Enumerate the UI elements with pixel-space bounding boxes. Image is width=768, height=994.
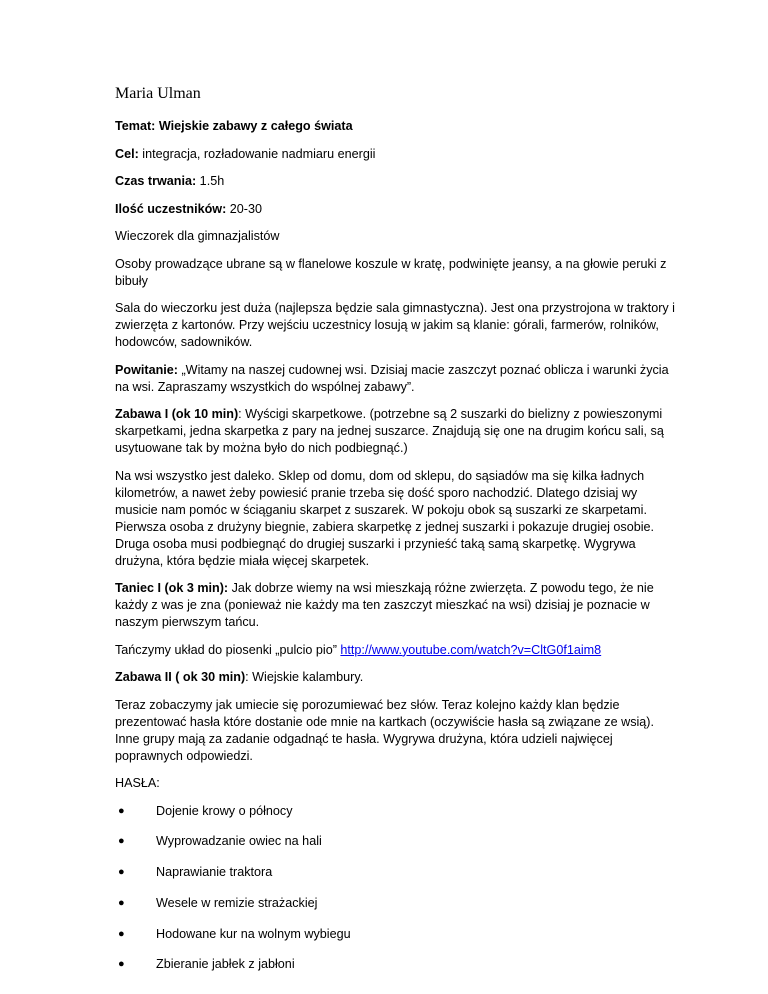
goal-label: Cel: [115, 146, 139, 161]
author-name: Maria Ulman [115, 85, 201, 102]
goal-value: integracja, rozładowanie nadmiaru energii [138, 146, 376, 161]
bullet-icon: ● [118, 896, 125, 909]
duration-value: 1.5h [196, 174, 225, 188]
welcome-paragraph [115, 362, 675, 396]
list-item-text: Naprawianie traktora [156, 865, 273, 880]
list-item [115, 895, 675, 912]
passwords-heading: HASŁA: [115, 776, 160, 790]
youtube-link[interactable]: http://www.youtube.com/watch?v=CltG0f1aim8 [340, 642, 602, 657]
goal-line [115, 146, 675, 163]
document-body [115, 84, 675, 987]
participants-label: Ilość uczestników: [115, 201, 227, 216]
hall-paragraph: Sala do wieczorku jest duża (najlepsza będzie sala gimnastyczna). Jest ona przystrojona w traktory i zwierzęta z kartonów. Przy wejściu uczestnicy losują w jakim są klanie: górali, farmerów, rolników, hodowców, sadowników. [115, 301, 675, 349]
list-item [115, 956, 675, 973]
village-paragraph: Na wsi wszystko jest daleko. Sklep od domu, dom od sklepu, do sąsiadów ma się kilka ładnych kilometrów, a nawet żeby powiesić pranie trzeba się dość sporo nachodzić. Dlatego dzisiaj wy musicie nam pomóc w ściąganiu skarpet z suszarek. W pokoju obok są suszarki ze skarpetami. Pierwsza osoba z drużyny biegnie, zabiera skarpetkę z jednej suszarki i pokazuje drugiej osobie. Druga osoba musi podbiegnąć do drugiej suszarki i przynieść taką samą skarpetkę. Wygrywa drużyna, która będzie miała więcej skarpetek. [115, 468, 655, 568]
list-item-text: Zbieranie jabłek z jabłoni [156, 957, 295, 972]
list-item [115, 926, 675, 943]
dance1-label: Taniec I (ok 3 min): [115, 581, 229, 595]
dance-song-paragraph [115, 642, 675, 659]
game2-label: Zabawa II ( ok 30 min) [115, 670, 246, 684]
dance1-text: Jak dobrze wiemy na wsi mieszkają różne zwierzęta. Z powodu tego, że nie każdy z was je zna (ponieważ nie każdy ma ten zaszczyt mieszkać na wsi) dzisiaj je poznacie w naszym pierwszym tańcu. [115, 581, 654, 629]
list-item-text: Wyprowadzanie owiec na hali [156, 834, 322, 849]
dance-song-text: Tańczymy układ do piosenki „pulcio pio” [115, 642, 341, 657]
bullet-icon: ● [118, 958, 125, 971]
passwords-list [115, 803, 675, 974]
welcome-text: „Witamy na naszej cudownej wsi. Dzisiaj macie zaszczyt poznać oblicza i warunki życia na wsi. Zapraszamy wszystkich do wspólnej zabawy”. [115, 362, 669, 394]
game1-paragraph [115, 406, 675, 457]
bullet-icon: ● [118, 927, 125, 940]
list-item-text: Hodowane kur na wolnym wybiegu [156, 926, 351, 941]
welcome-label: Powitanie: [115, 362, 178, 377]
game1-text: : Wyścigi skarpetkowe. (potrzebne są 2 suszarki do bielizny z powieszonymi skarpetkami, jedna skarpetka z pary na jednej suszarce. Znajdują się one na drugim końcu sali, są usytuowane tak by można było do nich podbiegnąć.) [115, 407, 664, 455]
game1-label: Zabawa I (ok 10 min) [115, 407, 239, 421]
list-item [115, 864, 675, 881]
hosts-paragraph: Osoby prowadzące ubrane są w flanelowe koszule w kratę, podwinięte jeansy, a na głowie peruki z bibuły [115, 256, 667, 288]
duration-line [115, 173, 675, 190]
list-item [115, 833, 675, 850]
charades-paragraph: Teraz zobaczymy jak umiecie się porozumiewać bez słów. Teraz kolejno każdy klan będzie prezentować hasła które dostanie ode mnie na kartkach (oczywiście hasła są związane ze wsią). Inne grupy mają za zadanie odgadnąć te hasła. Wygrywa drużyna, która udzieli najwięcej poprawnych odpowiedzi. [115, 697, 654, 763]
list-item-text: Wesele w remizie strażackiej [156, 895, 318, 910]
bullet-icon: ● [118, 835, 125, 848]
duration-label: Czas trwania: [115, 174, 197, 188]
list-item-text: Dojenie krowy o północy [156, 803, 293, 818]
intro-paragraph: Wieczorek dla gimnazjalistów [115, 229, 280, 243]
bullet-icon: ● [118, 866, 125, 879]
participants-line [115, 201, 675, 218]
topic-line [115, 118, 675, 135]
dance1-paragraph [115, 580, 675, 631]
bullet-icon: ● [118, 804, 125, 817]
topic-label: Temat: Wiejskie zabawy z całego świata [115, 119, 353, 133]
participants-value: 20-30 [226, 201, 262, 216]
game2-text: : Wiejskie kalambury. [245, 670, 364, 684]
list-item [115, 803, 675, 820]
game2-paragraph [115, 669, 675, 686]
